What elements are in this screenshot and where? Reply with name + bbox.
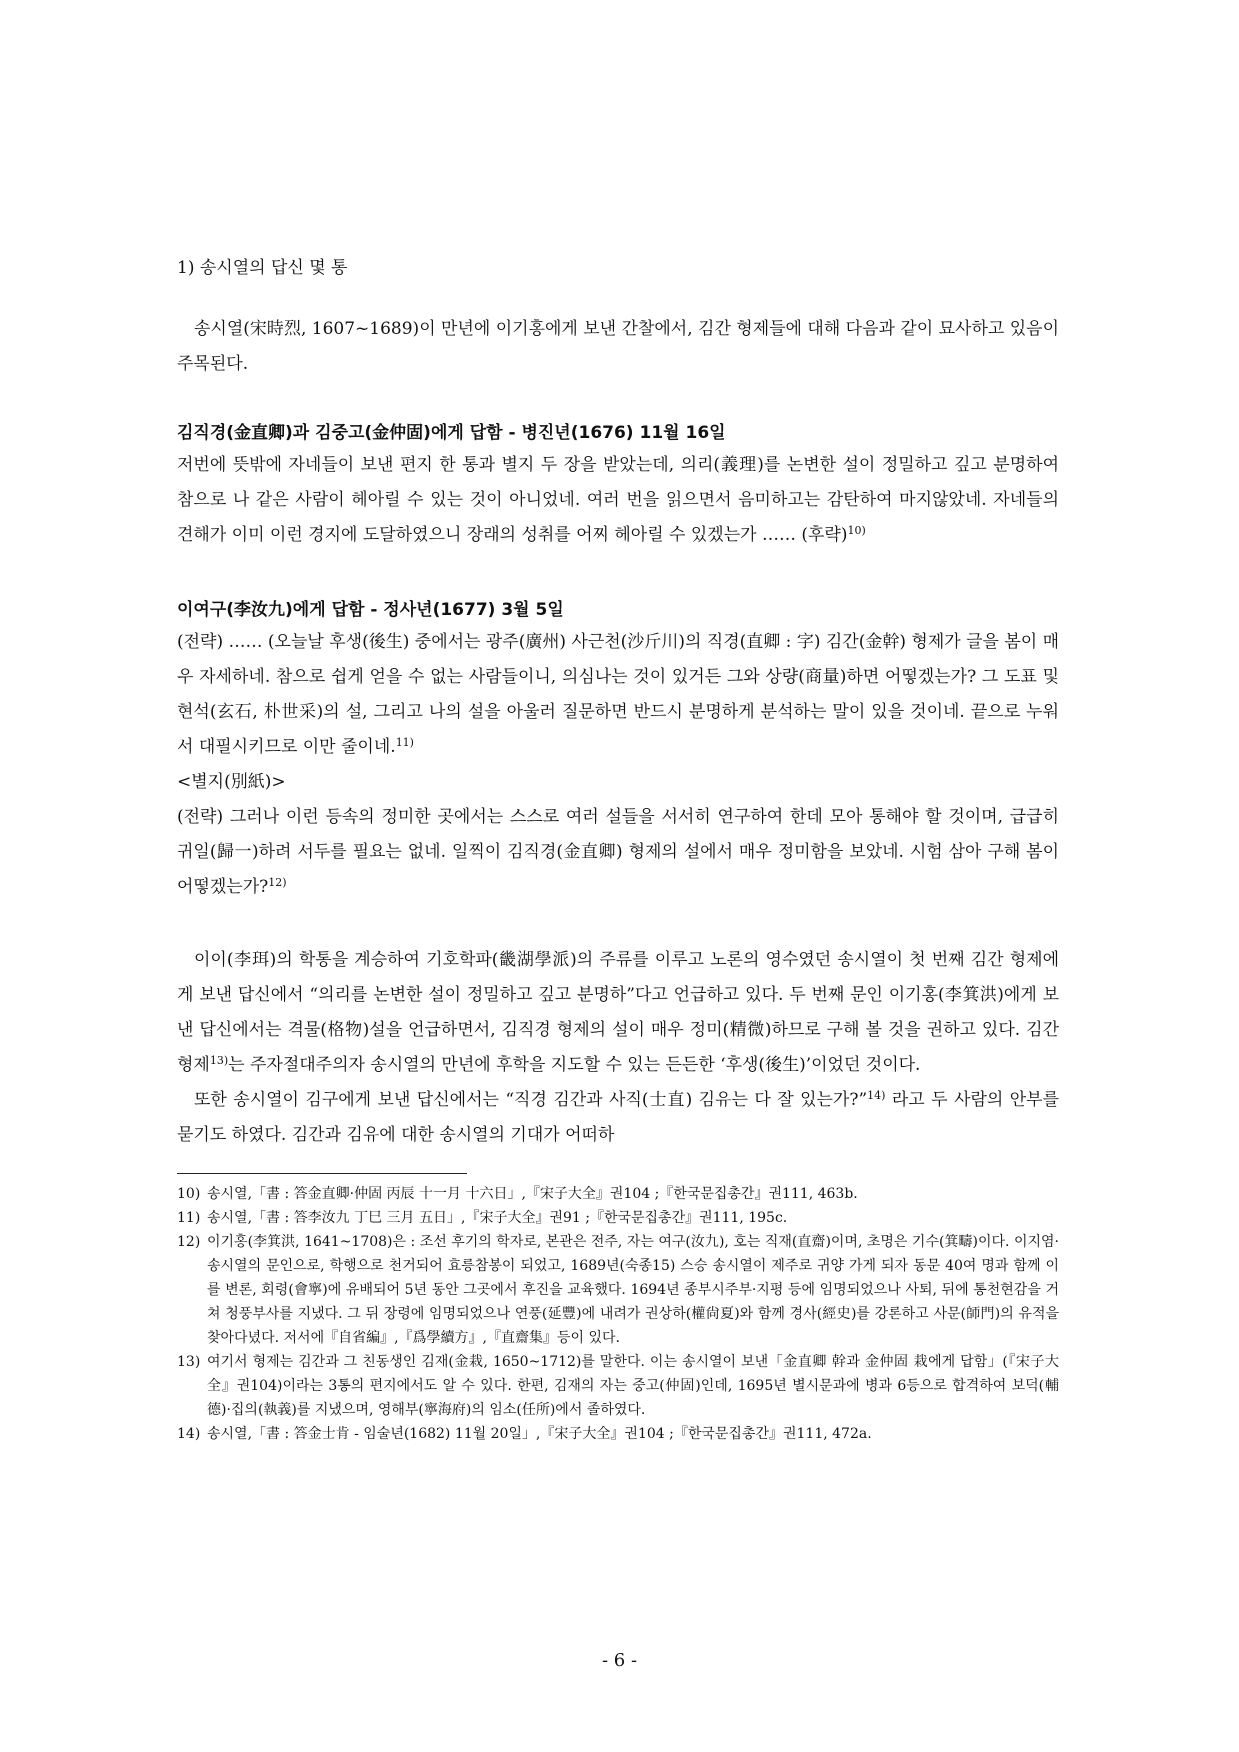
letter-1-text: 저번에 뜻밖에 자네들이 보낸 편지 한 통과 별지 두 장을 받았는데, 의리(義理)를 논변한 설이 정밀하고 깊고 분명하여 참으로 나 같은 사람이 헤아릴 수 있는 것이 아니었네. 여러 번을 읽으면서 음미하고는 감탄하여 마지않았네. 자네들의 견해가 이미 이런 경지에 도달하였으니 장래의 성취를 어찌 헤아릴 수 있겠는가 …… (후략) bbox=[177, 455, 1059, 545]
letter-1-heading: 김직경(金直卿)과 김중고(金仲固)에게 답함 - 병진년(1676) 11월 16일 bbox=[177, 423, 726, 443]
analysis-paragraph-2-text-a: 또한 송시열이 김구에게 보낸 답신에서는 “직경 김간과 사직(士直) 김유는 다 잘 있는가?” bbox=[194, 1090, 868, 1110]
footnote-text: 송시열,「書 : 答金士肯 - 임술년(1682) 11월 20일」,『宋子大全』권104 ;『한국문집총간』권111, 472a. bbox=[207, 1426, 872, 1442]
footnote-text: 송시열,「書 : 答金直卿·仲固 丙辰 十一月 十六日」,『宋子大全』권104 ;『한국문집총간』권111, 463b. bbox=[207, 1186, 858, 1202]
footnote-number: 13) bbox=[177, 1354, 201, 1370]
footnote-number: 11) bbox=[177, 1210, 201, 1226]
analysis-paragraph-2-text-b: 라고 두 사람의 안부를 묻기도 하였다. 김간과 김유에 대한 송시열의 기대가 어떠하 bbox=[177, 1090, 1059, 1145]
letter-1 bbox=[177, 418, 1059, 553]
footnote-ref-10[interactable]: 10) bbox=[847, 524, 866, 537]
page-content bbox=[177, 232, 1059, 1446]
analysis-paragraph-1-text-a: 이이(李珥)의 학통을 계승하여 기호학파(畿湖學派)의 주류를 이루고 노론의 영수였던 송시열이 첫 번째 김간 형제에게 보낸 답신에서 “의리를 논변한 설이 정밀하고 깊고 분명하”다고 언급하고 있다. 두 번째 문인 이기홍(李箕洪)에게 보낸 답신에서는 격물(格物)설을 언급하면서, 김직경 형제의 설이 매우 정미(精微)하므로 구해 볼 것을 권하고 있다. 김간 형제 bbox=[177, 950, 1059, 1075]
footnote-number: 12) bbox=[177, 1234, 201, 1250]
footnote-ref-14[interactable]: 14) bbox=[867, 1089, 886, 1102]
letter-2-body bbox=[177, 625, 1059, 765]
letter-2-heading: 이여구(李汝九)에게 답함 - 정사년(1677) 3월 5일 bbox=[177, 600, 564, 620]
section-title: 1) 송시열의 답신 몇 통 bbox=[177, 258, 348, 278]
analysis-paragraph-2 bbox=[177, 1083, 1059, 1153]
analysis-paragraph-1 bbox=[177, 943, 1059, 1083]
letter-2-sub-heading: <별지(別紙)> bbox=[177, 772, 286, 792]
footnote-ref-13[interactable]: 13) bbox=[209, 1054, 229, 1067]
page-number: - 6 - bbox=[601, 1650, 638, 1671]
footnote-text: 여기서 형제는 김간과 그 친동생인 김재(金栽, 1650~1712)를 말한다. 이는 송시열이 보낸「金直卿 幹과 金仲固 栽에게 답함」(『宋子大全』권104)이라는 3통의 편지에서도 알 수 있다. 한편, 김재의 자는 중고(仲固)인데, 1695년 별시문과에 병과 6등으로 합격하여 보덕(輔德)·집의(執義)를 지냈으며, 영해부(寧海府)의 임소(任所)에서 졸하였다. bbox=[207, 1354, 1059, 1418]
footnote-number: 10) bbox=[177, 1186, 201, 1202]
footnote-text: 송시열,「書 : 答李汝九 丁巳 三月 五日」,『宋子大全』권91 ;『한국문집총간』권111, 195c. bbox=[207, 1210, 788, 1226]
footnote-11 bbox=[177, 1206, 1059, 1230]
analysis-paragraph-1-text-b: 는 주자절대주의자 송시열의 만년에 후학을 지도할 수 있는 든든한 ‘후생(後生)’이었던 것이다. bbox=[228, 1055, 921, 1075]
letter-2 bbox=[177, 595, 1059, 905]
letter-2-text: (전략) …… (오늘날 후생(後生) 중에서는 광주(廣州) 사근천(沙斤川)의 직경(直卿 : 字) 김간(金幹) 형제가 글을 봄이 매우 자세하네. 참으로 쉽게 얻을 수 없는 사람들이니, 의심나는 것이 있거든 그와 상량(商量)하면 어떻겠는가? 그 도표 및 현석(玄石, 朴世采)의 설, 그리고 나의 설을 아울러 질문하면 반드시 분명하게 분석하는 말이 있을 것이네. 끝으로 누워서 대필시키므로 이만 줄이네. bbox=[177, 632, 1059, 757]
letter-2-sub-text: (전략) 그러나 이런 등속의 정미한 곳에서는 스스로 여러 설들을 서서히 연구하여 한데 모아 통해야 할 것이며, 급급히 귀일(歸一)하려 서두를 필요는 없네. 일찍이 김직경(金直卿) 형제의 설에서 매우 정미함을 보았네. 시험 삼아 구해 봄이 어떻겠는가? bbox=[177, 807, 1059, 897]
letter-1-body bbox=[177, 448, 1059, 553]
letter-2-sub-body bbox=[177, 800, 1059, 905]
footnote-ref-12[interactable]: 12) bbox=[268, 876, 287, 889]
intro-paragraph: 송시열(宋時烈, 1607~1689)이 만년에 이기홍에게 보낸 간찰에서, 김간 형제들에 대해 다음과 같이 묘사하고 있음이 주목된다. bbox=[177, 319, 1059, 374]
footnote-10 bbox=[177, 1182, 1059, 1206]
footnote-14 bbox=[177, 1422, 1059, 1446]
footnote-number: 14) bbox=[177, 1426, 201, 1442]
footnote-divider bbox=[177, 1173, 467, 1174]
footnote-text: 이기홍(李箕洪, 1641~1708)은 : 조선 후기의 학자로, 본관은 전주, 자는 여구(汝九), 호는 직재(直齋)이며, 초명은 기수(箕疇)이다. 이지염·송시열의 문인으로, 학행으로 천거되어 효릉참봉이 되었고, 1689년(숙종15) 스승 송시열이 제주로 귀양 가게 되자 동문 40여 명과 함께 이를 변론, 회령(會寧)에 유배되어 5년 동안 그곳에서 후진을 교육했다. 1694년 종부시주부·지평 등에 임명되었으나 사퇴, 뒤에 통천현감을 거쳐 청풍부사를 지냈다. 그 뒤 장령에 임명되었으나 연풍(延豐)에 내려가 권상하(權尙夏)와 함께 경사(經史)를 강론하고 사문(師門)의 유적을 찾아다녔다. 저서에『自省編』,『爲學續方』,『直齋集』등이 있다. bbox=[207, 1234, 1059, 1346]
footnote-list bbox=[177, 1182, 1059, 1446]
footnote-12 bbox=[177, 1230, 1059, 1350]
footnote-13 bbox=[177, 1350, 1059, 1422]
footnote-ref-11[interactable]: 11) bbox=[395, 736, 414, 749]
